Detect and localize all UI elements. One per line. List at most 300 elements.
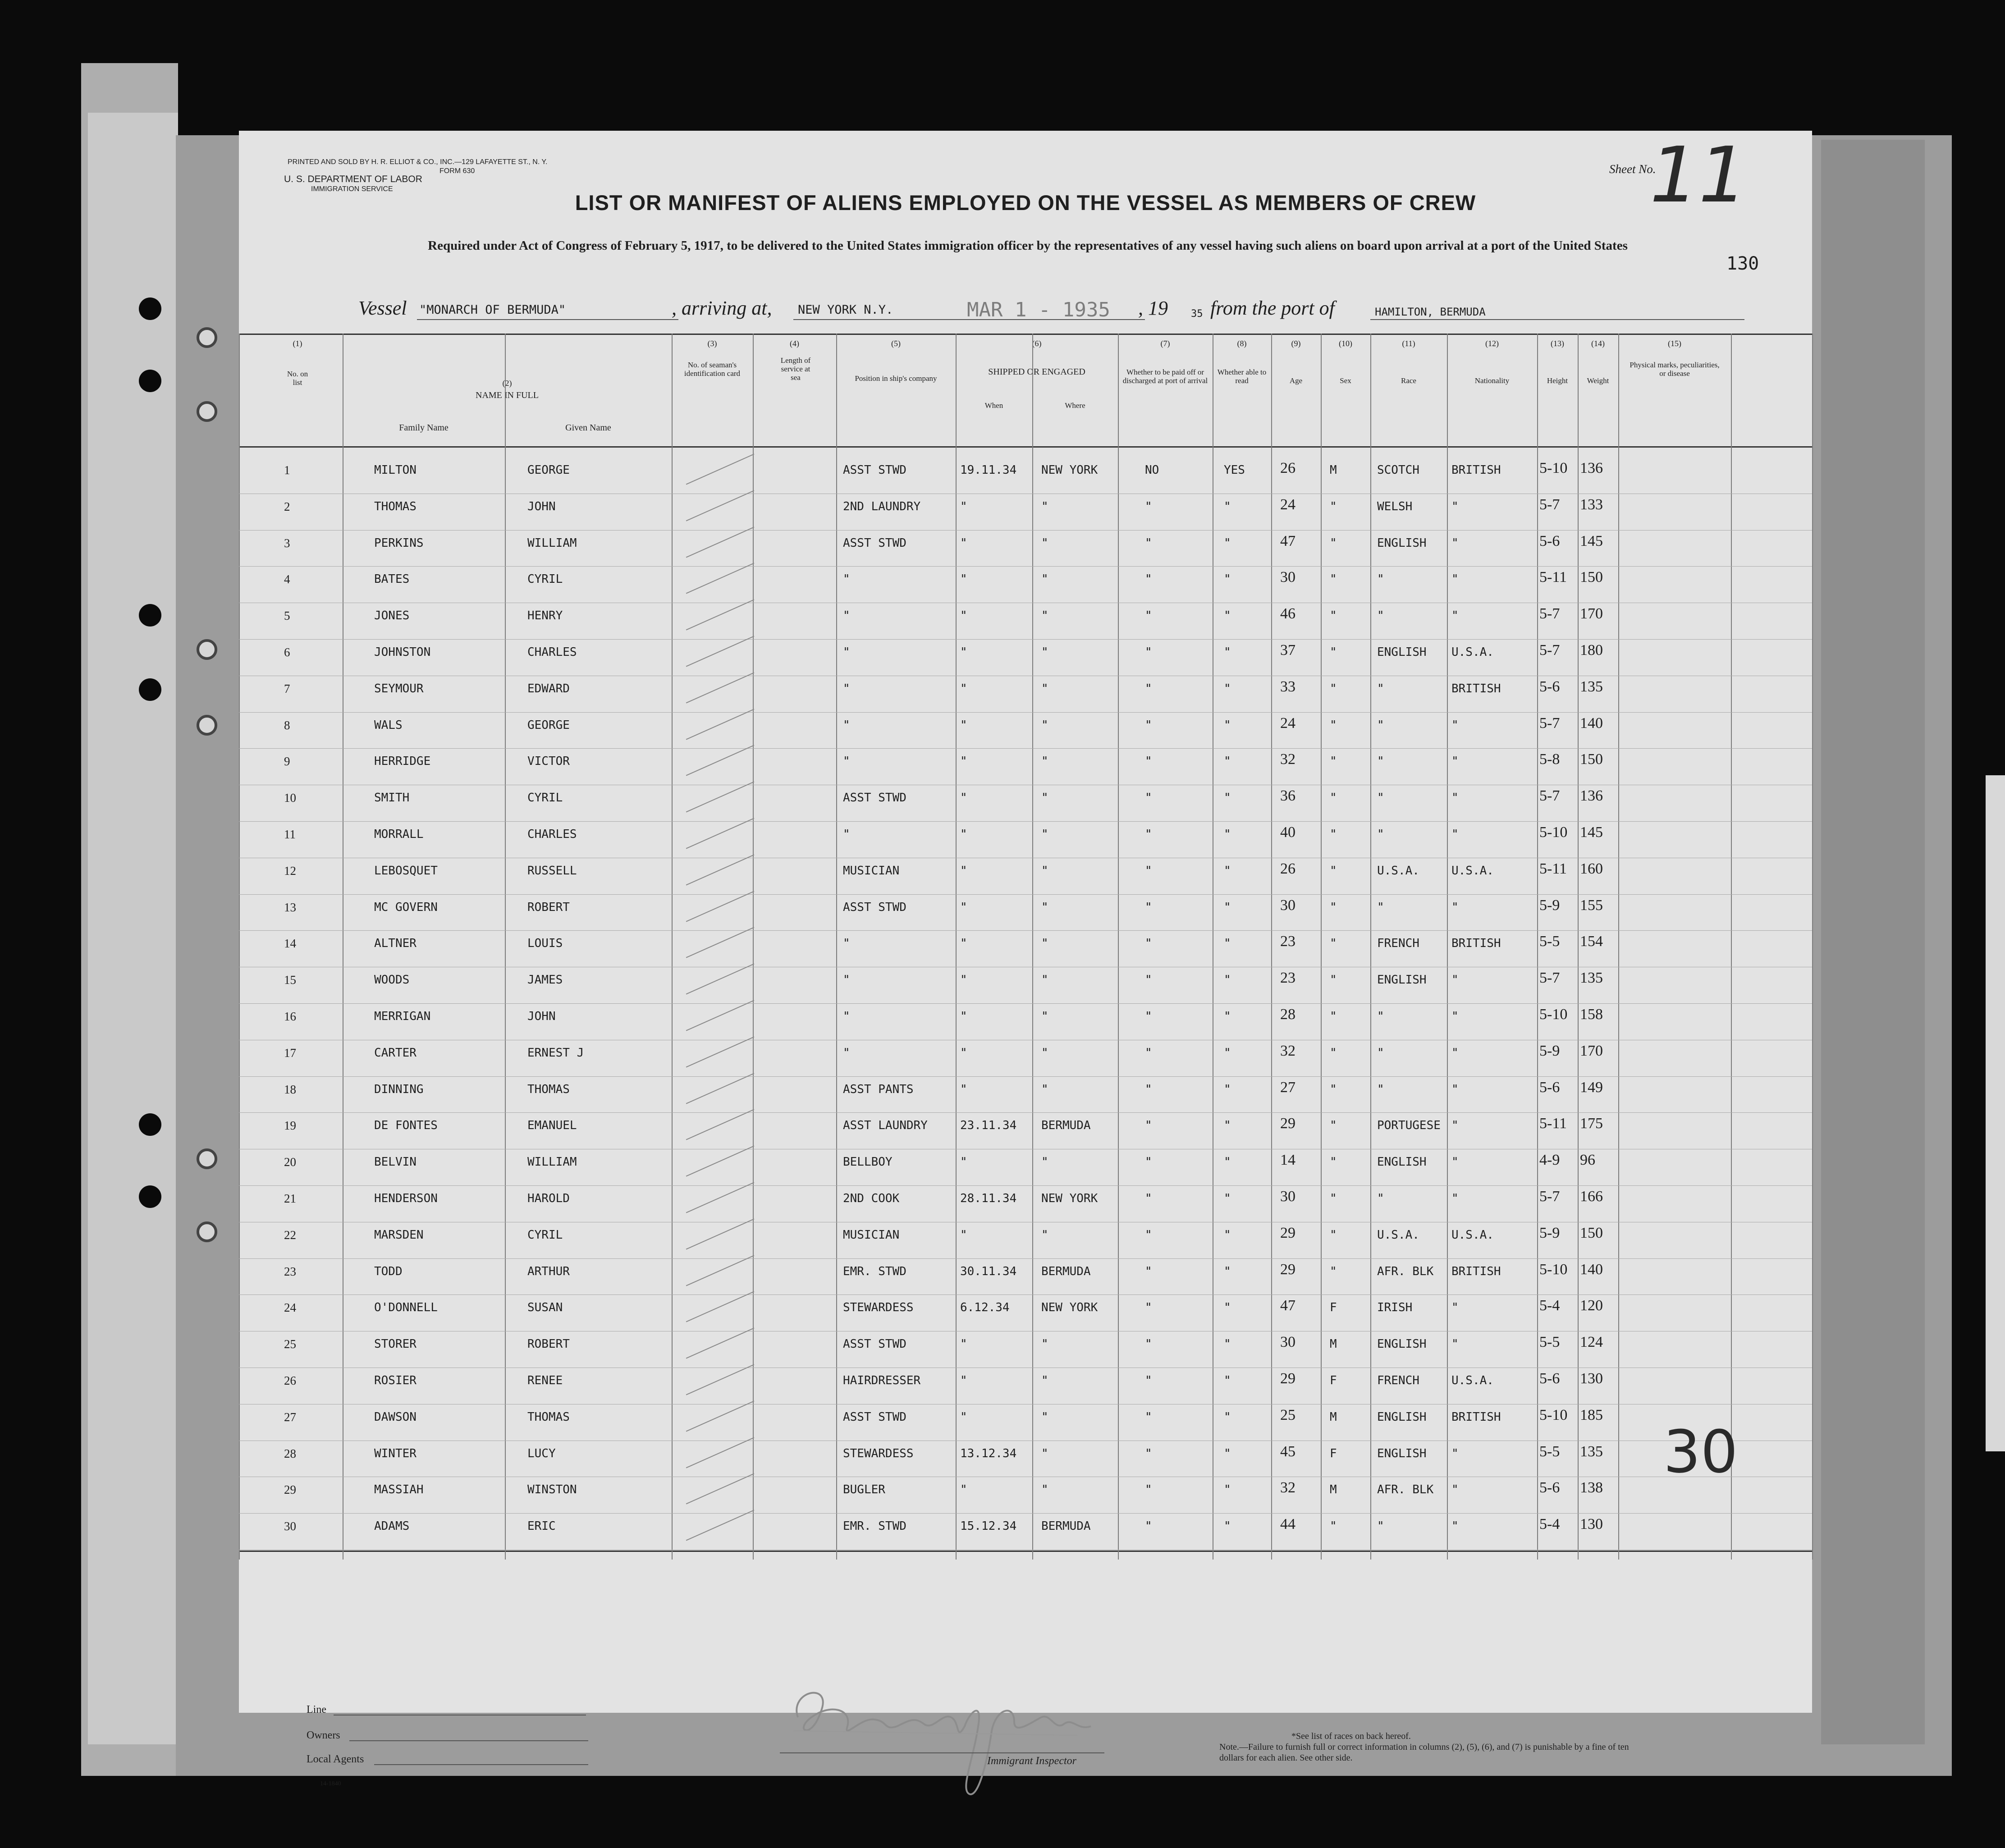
cell-read: " [1224, 1155, 1231, 1169]
cell-sex: M [1330, 1337, 1337, 1351]
cell-height: 5-11 [1539, 1115, 1567, 1132]
cell-where: " [1041, 645, 1048, 659]
binder-ring [197, 639, 217, 660]
line-label: Line [307, 1704, 326, 1715]
cell-age: 40 [1280, 824, 1295, 841]
cell-no: 2 [284, 499, 290, 513]
column-rule [836, 334, 837, 1560]
cell-no: 26 [284, 1374, 296, 1387]
cell-given: CYRIL [527, 1228, 563, 1242]
cell-paid: " [1145, 1410, 1152, 1424]
cell-sex: " [1330, 572, 1337, 586]
cell-no: 4 [284, 572, 290, 586]
cell-sex: " [1330, 791, 1337, 805]
binder-hole [139, 1113, 161, 1136]
cell-age: 30 [1280, 1334, 1295, 1351]
col6-where-header: Where [1065, 401, 1085, 410]
cell-weight: 180 [1580, 642, 1603, 659]
date-stamp: MAR 1 - 1935 [967, 298, 1110, 321]
cell-read: " [1224, 1119, 1231, 1133]
cell-height: 5-11 [1539, 569, 1567, 586]
cell-no: 18 [284, 1082, 296, 1096]
cell-position: ASST LAUNDRY [843, 1119, 928, 1133]
cell-no: 13 [284, 900, 296, 914]
cell-read: " [1224, 1374, 1231, 1387]
cell-where: " [1041, 1337, 1048, 1351]
cell-weight: 135 [1580, 970, 1603, 987]
id-card-tick-mark [686, 1510, 755, 1541]
cell-given: JAMES [527, 973, 563, 987]
column-rule [1032, 334, 1033, 1560]
cell-race: IRISH [1377, 1301, 1413, 1315]
cell-given: CHARLES [527, 645, 577, 659]
cell-read: " [1224, 536, 1231, 550]
cell-no: 23 [284, 1264, 296, 1278]
cell-when: " [960, 609, 967, 623]
cell-position: " [843, 755, 850, 768]
cell-age: 45 [1280, 1443, 1295, 1460]
cell-family: DINNING [374, 1082, 424, 1096]
row-rule [239, 1258, 1812, 1259]
id-card-tick-mark [686, 782, 755, 813]
arriving-label: , arriving at, [672, 297, 772, 319]
cell-when: 23.11.34 [960, 1119, 1017, 1133]
column-rule [1578, 334, 1579, 1560]
cell-paid: " [1145, 828, 1152, 841]
cell-no: 12 [284, 864, 296, 878]
cell-where: " [1041, 755, 1048, 768]
cell-family: DAWSON [374, 1410, 417, 1424]
cell-race: " [1377, 572, 1384, 586]
cell-read: " [1224, 1337, 1231, 1351]
cell-age: 23 [1280, 970, 1295, 987]
col10-number: (10) [1339, 339, 1352, 348]
cell-position: " [843, 1010, 850, 1023]
binder-ring [197, 1221, 217, 1242]
cell-family: ADAMS [374, 1519, 410, 1533]
cell-sex: " [1330, 1119, 1337, 1133]
cell-paid: " [1145, 718, 1152, 732]
cell-race: " [1377, 828, 1384, 841]
cell-height: 5-7 [1539, 605, 1560, 622]
cell-where: " [1041, 1483, 1048, 1497]
row-rule [239, 821, 1812, 822]
binder-hole [139, 604, 161, 627]
cell-race: U.S.A. [1377, 1228, 1419, 1242]
cell-nationality: " [1451, 1155, 1459, 1169]
cell-nationality: " [1451, 1082, 1459, 1096]
col2-header: NAME IN FULL [476, 390, 539, 400]
col5-number: (5) [891, 339, 901, 348]
cell-position: MUSICIAN [843, 1228, 900, 1242]
cell-family: HERRIDGE [374, 755, 431, 768]
cell-nationality: BRITISH [1451, 1264, 1501, 1278]
adjacent-page-edge [1986, 775, 2005, 1451]
races-note-star: *See list of races on back hereof. [1291, 1731, 1411, 1741]
cell-family: ALTNER [374, 937, 417, 951]
cell-height: 5-5 [1539, 1334, 1560, 1351]
cell-read: " [1224, 718, 1231, 732]
cell-when: " [960, 864, 967, 878]
cell-no: 7 [284, 682, 290, 695]
cell-position: " [843, 572, 850, 586]
cell-paid: " [1145, 609, 1152, 623]
id-card-tick-mark [686, 745, 755, 776]
cell-age: 36 [1280, 787, 1295, 805]
cell-position: EMR. STWD [843, 1264, 906, 1278]
cell-position: EMR. STWD [843, 1519, 906, 1533]
cell-weight: 130 [1580, 1370, 1603, 1387]
cell-nationality: " [1451, 1301, 1459, 1315]
cell-where: " [1041, 536, 1048, 550]
row-rule [239, 639, 1812, 640]
col8-header: Whether able to read [1217, 368, 1267, 385]
cell-weight: 135 [1580, 678, 1603, 695]
cell-race: FRENCH [1377, 1374, 1419, 1387]
cell-age: 24 [1280, 496, 1295, 513]
id-card-tick-mark [686, 891, 755, 922]
row-rule [239, 748, 1812, 749]
cell-no: 1 [284, 463, 290, 477]
cell-when: 19.11.34 [960, 463, 1017, 477]
cell-position: " [843, 1046, 850, 1060]
binder-ring [197, 327, 217, 348]
cell-given: EMANUEL [527, 1119, 577, 1133]
id-card-tick-mark [686, 1328, 755, 1359]
id-card-tick-mark [686, 964, 755, 995]
column-rule [672, 334, 673, 1560]
cell-height: 5-7 [1539, 642, 1560, 659]
id-card-tick-mark [686, 709, 755, 740]
id-card-tick-mark [686, 490, 755, 521]
cell-paid: " [1145, 1046, 1152, 1060]
binder-hole [139, 297, 161, 320]
col15-header: Physical marks, peculiarities, or disease [1630, 361, 1720, 378]
cell-no: 30 [284, 1519, 296, 1533]
cell-age: 47 [1280, 532, 1295, 549]
cell-race: AFR. BLK [1377, 1264, 1434, 1278]
cell-race: ENGLISH [1377, 1446, 1427, 1460]
cell-no: 25 [284, 1337, 296, 1351]
cell-height: 5-7 [1539, 787, 1560, 805]
cell-weight: 175 [1580, 1115, 1603, 1132]
cell-sex: " [1330, 609, 1337, 623]
cell-when: " [960, 1228, 967, 1242]
cell-read: " [1224, 864, 1231, 878]
cell-read: " [1224, 1301, 1231, 1315]
id-card-tick-mark [686, 672, 755, 703]
cell-nationality: BRITISH [1451, 937, 1501, 951]
id-card-tick-mark [686, 526, 755, 558]
cell-where: NEW YORK [1041, 1301, 1098, 1315]
cell-nationality: " [1451, 1483, 1459, 1497]
binder-hole [139, 1185, 161, 1208]
col11-number: (11) [1402, 339, 1415, 348]
cell-height: 5-10 [1539, 1261, 1568, 1278]
cell-nationality: " [1451, 973, 1459, 987]
vessel-label: Vessel [358, 297, 407, 319]
col9-header: Age [1289, 376, 1303, 385]
cell-no: 10 [284, 791, 296, 805]
department-name: U. S. DEPARTMENT OF LABOR [284, 174, 422, 184]
col7-header: Whether to be paid off or discharged at port of arrival [1122, 368, 1208, 385]
vessel-name: "MONARCH OF BERMUDA" [419, 303, 566, 317]
cell-age: 14 [1280, 1152, 1295, 1169]
owners-label: Owners [307, 1729, 340, 1741]
col3-number: (3) [707, 339, 717, 348]
cell-family: SMITH [374, 791, 410, 805]
id-card-tick-mark [686, 599, 755, 631]
cell-height: 5-10 [1539, 1006, 1568, 1023]
cell-nationality: " [1451, 1119, 1459, 1133]
cell-when: " [960, 572, 967, 586]
cell-given: ERIC [527, 1519, 556, 1533]
cell-sex: " [1330, 536, 1337, 550]
cell-nationality: " [1451, 718, 1459, 732]
column-rule [1370, 334, 1371, 1560]
cell-height: 4-9 [1539, 1152, 1560, 1169]
year-value: 35 [1191, 308, 1203, 320]
cell-read: " [1224, 791, 1231, 805]
cell-weight: 136 [1580, 460, 1603, 476]
service-name: IMMIGRATION SERVICE [311, 185, 393, 193]
column-rule [956, 334, 957, 1560]
cell-sex: " [1330, 755, 1337, 768]
cell-weight: 145 [1580, 532, 1603, 549]
cell-sex: " [1330, 900, 1337, 914]
cell-where: " [1041, 1010, 1048, 1023]
cell-given: THOMAS [527, 1410, 570, 1424]
cell-sex: M [1330, 463, 1337, 477]
cell-when: " [960, 718, 967, 732]
binder-ring [197, 401, 217, 422]
cell-height: 5-7 [1539, 970, 1560, 987]
cell-position: " [843, 937, 850, 951]
cell-weight: 120 [1580, 1297, 1603, 1314]
cell-read: " [1224, 609, 1231, 623]
cell-when: " [960, 791, 967, 805]
cell-where: BERMUDA [1041, 1519, 1091, 1533]
cell-position: " [843, 682, 850, 695]
cell-nationality: " [1451, 900, 1459, 914]
cell-height: 5-6 [1539, 532, 1560, 549]
cell-where: NEW YORK [1041, 463, 1098, 477]
cell-paid: " [1145, 1301, 1152, 1315]
id-card-tick-mark [686, 1400, 755, 1432]
cell-family: WALS [374, 718, 403, 732]
cell-weight: 149 [1580, 1079, 1603, 1096]
cell-read: " [1224, 682, 1231, 695]
row-rule [239, 1513, 1812, 1514]
col6-when-header: When [984, 401, 1003, 410]
cell-given: LOUIS [527, 937, 563, 951]
cell-when: " [960, 536, 967, 550]
cell-race: ENGLISH [1377, 1337, 1427, 1351]
cell-no: 29 [284, 1483, 296, 1497]
cell-height: 5-10 [1539, 1406, 1568, 1423]
cell-no: 20 [284, 1155, 296, 1169]
cell-position: MUSICIAN [843, 864, 900, 878]
from-port: HAMILTON, BERMUDA [1375, 306, 1486, 318]
col9-number: (9) [1291, 339, 1301, 348]
cell-sex: " [1330, 1046, 1337, 1060]
cell-height: 5-6 [1539, 1370, 1560, 1387]
cell-race: U.S.A. [1377, 864, 1419, 878]
column-rule [1271, 334, 1272, 1560]
cell-when: " [960, 755, 967, 768]
cell-paid: " [1145, 572, 1152, 586]
vessel-line [239, 297, 1812, 328]
col4-number: (4) [790, 339, 799, 348]
sheet-label: Sheet No. [1609, 162, 1656, 176]
cell-read: " [1224, 645, 1231, 659]
cell-when: " [960, 1082, 967, 1096]
cell-position: BELLBOY [843, 1155, 893, 1169]
col11-header: Race [1401, 376, 1416, 385]
cell-no: 21 [284, 1192, 296, 1205]
cell-given: RENEE [527, 1374, 563, 1387]
cell-given: WILLIAM [527, 1155, 577, 1169]
col5-header: Position in ship's company [855, 374, 937, 383]
cell-given: GEORGE [527, 463, 570, 477]
col2-given-header: Given Name [565, 423, 611, 433]
col14-number: (14) [1591, 339, 1605, 348]
cell-paid: " [1145, 1519, 1152, 1533]
col15-number: (15) [1668, 339, 1681, 348]
cell-age: 37 [1280, 642, 1295, 659]
col13-header: Height [1547, 376, 1568, 385]
cell-family: DE FONTES [374, 1119, 438, 1133]
cell-given: HAROLD [527, 1192, 570, 1205]
cell-position: " [843, 828, 850, 841]
cell-family: BELVIN [374, 1155, 417, 1169]
col12-number: (12) [1485, 339, 1499, 348]
cell-age: 26 [1280, 460, 1295, 476]
cell-nationality: " [1451, 1519, 1459, 1533]
cell-when: 15.12.34 [960, 1519, 1017, 1533]
cell-when: " [960, 973, 967, 987]
cell-family: MERRIGAN [374, 1010, 431, 1023]
col2-family-header: Family Name [399, 423, 449, 433]
cell-no: 16 [284, 1010, 296, 1023]
cell-paid: " [1145, 1374, 1152, 1387]
column-rule [1537, 334, 1538, 1560]
binder-ring [197, 1148, 217, 1169]
right-page-edge [1821, 140, 1925, 1744]
cell-weight: 170 [1580, 1042, 1603, 1059]
cell-weight: 140 [1580, 714, 1603, 732]
cell-nationality: " [1451, 791, 1459, 805]
cell-weight: 160 [1580, 860, 1603, 877]
cell-height: 5-4 [1539, 1297, 1560, 1314]
cell-age: 24 [1280, 714, 1295, 732]
cell-read: " [1224, 1046, 1231, 1060]
col7-number: (7) [1160, 339, 1170, 348]
cell-age: 28 [1280, 1006, 1295, 1023]
cell-weight: 124 [1580, 1334, 1603, 1351]
cell-weight: 158 [1580, 1006, 1603, 1023]
cell-position: ASST STWD [843, 463, 906, 477]
cell-weight: 154 [1580, 933, 1603, 950]
id-card-tick-mark [686, 818, 755, 849]
cell-weight: 96 [1580, 1152, 1595, 1169]
column-rule [505, 334, 506, 1560]
cell-weight: 136 [1580, 787, 1603, 805]
handwritten-total: 30 [1663, 1418, 1738, 1486]
cell-given: VICTOR [527, 755, 570, 768]
cell-nationality: BRITISH [1451, 1410, 1501, 1424]
column-rule [1447, 334, 1448, 1560]
cell-sex: M [1330, 1483, 1337, 1497]
cell-nationality: " [1451, 1192, 1459, 1205]
cell-paid: " [1145, 1228, 1152, 1242]
cell-read: " [1224, 1192, 1231, 1205]
row-rule [239, 894, 1812, 895]
cell-sex: " [1330, 645, 1337, 659]
cell-age: 27 [1280, 1079, 1295, 1096]
cell-height: 5-9 [1539, 1042, 1560, 1059]
cell-given: LUCY [527, 1446, 556, 1460]
cell-read: " [1224, 1410, 1231, 1424]
races-note [1219, 1731, 1634, 1763]
cell-family: SEYMOUR [374, 682, 424, 695]
cell-given: WINSTON [527, 1483, 577, 1497]
cell-sex: M [1330, 1410, 1337, 1424]
cell-when: 30.11.34 [960, 1264, 1017, 1278]
row-rule [239, 1112, 1812, 1113]
cell-race: ENGLISH [1377, 973, 1427, 987]
cell-weight: 138 [1580, 1479, 1603, 1496]
cell-no: 14 [284, 937, 296, 951]
cell-race: WELSH [1377, 499, 1413, 513]
id-card-tick-mark [686, 1036, 755, 1067]
cell-race: ENGLISH [1377, 1410, 1427, 1424]
cell-where: " [1041, 900, 1048, 914]
cell-where: BERMUDA [1041, 1119, 1091, 1133]
cell-weight: 135 [1580, 1443, 1603, 1460]
cell-family: MC GOVERN [374, 900, 438, 914]
cell-given: RUSSELL [527, 864, 577, 878]
cell-where: " [1041, 609, 1048, 623]
cell-no: 22 [284, 1228, 296, 1242]
cell-sex: " [1330, 1155, 1337, 1169]
cell-height: 5-11 [1539, 860, 1567, 877]
cell-read: YES [1224, 463, 1245, 477]
cell-weight: 150 [1580, 751, 1603, 768]
cell-nationality: " [1451, 1337, 1459, 1351]
cell-paid: " [1145, 1119, 1152, 1133]
cell-paid: " [1145, 1446, 1152, 1460]
cell-where: " [1041, 1374, 1048, 1387]
cell-height: 5-8 [1539, 751, 1560, 768]
cell-sex: " [1330, 1082, 1337, 1096]
id-card-tick-mark [686, 1000, 755, 1031]
row-rule [239, 1185, 1812, 1186]
cell-read: " [1224, 1010, 1231, 1023]
cell-given: GEORGE [527, 718, 570, 732]
cell-weight: 170 [1580, 605, 1603, 622]
cell-when: 13.12.34 [960, 1446, 1017, 1460]
cell-no: 9 [284, 755, 290, 768]
cell-position: STEWARDESS [843, 1301, 914, 1315]
cell-nationality: " [1451, 499, 1459, 513]
id-card-tick-mark [686, 854, 755, 885]
cell-age: 32 [1280, 751, 1295, 768]
cell-paid: " [1145, 864, 1152, 878]
cell-no: 8 [284, 718, 290, 732]
cell-age: 23 [1280, 933, 1295, 950]
cell-where: " [1041, 973, 1048, 987]
